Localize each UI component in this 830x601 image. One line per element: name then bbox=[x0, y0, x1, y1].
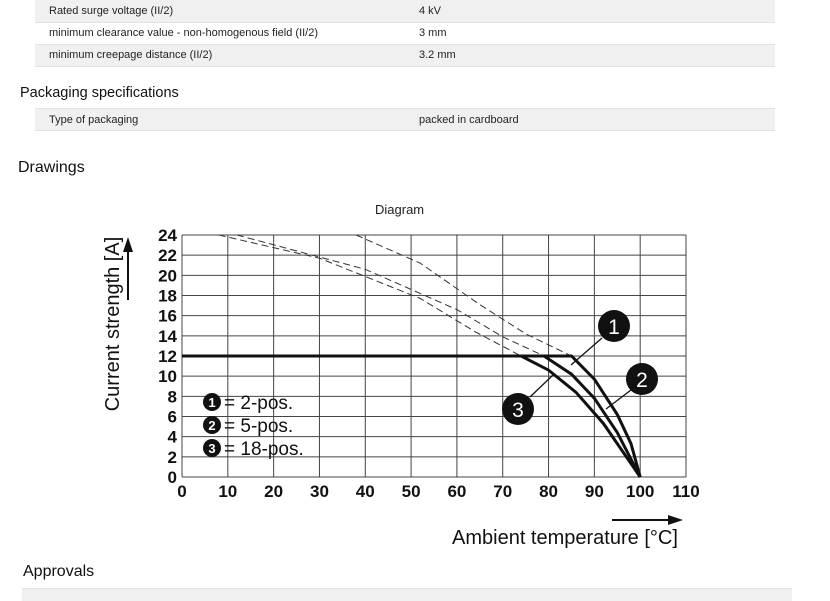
derating-chart bbox=[0, 195, 830, 575]
spec-row bbox=[35, 109, 775, 131]
packaging-table bbox=[35, 108, 775, 131]
spec-label: minimum creepage distance (II/2) bbox=[35, 44, 405, 66]
x-tick-label: 60 bbox=[447, 482, 467, 501]
y-tick-label: 22 bbox=[158, 246, 177, 266]
spec-label: Type of packaging bbox=[35, 109, 405, 131]
legend-marker-number: 1 bbox=[208, 395, 216, 410]
spec-label: Rated surge voltage (II/2) bbox=[35, 0, 405, 22]
x-tick-label: 0 bbox=[177, 482, 187, 501]
y-tick-label: 12 bbox=[158, 347, 177, 366]
y-tick-label: 4 bbox=[167, 427, 177, 447]
x-axis-label: Ambient temperature [°C] bbox=[452, 527, 678, 549]
y-tick-label: 20 bbox=[158, 266, 177, 286]
spec-value: 4 kV bbox=[405, 0, 775, 22]
spec-label: minimum clearance value - non-homogenous field (II/2) bbox=[35, 22, 405, 44]
y-tick-label: 6 bbox=[167, 407, 177, 427]
diagram-title: Diagram bbox=[375, 202, 425, 217]
curve-callout-1 bbox=[571, 310, 630, 365]
callout-number: 2 bbox=[636, 369, 648, 392]
drawings-section-title: Drawings bbox=[18, 159, 85, 176]
y-tick-label: 14 bbox=[158, 326, 177, 346]
y-tick-label: 8 bbox=[167, 387, 177, 407]
spec-row bbox=[35, 0, 775, 22]
x-tick-label: 20 bbox=[264, 482, 284, 501]
callout-leader-line bbox=[571, 338, 602, 365]
curve-callout-2 bbox=[606, 363, 658, 409]
x-tick-label: 90 bbox=[584, 482, 604, 501]
spec-value: packed in cardboard bbox=[405, 109, 775, 131]
callout-number: 1 bbox=[608, 316, 620, 339]
legend-item bbox=[203, 416, 293, 437]
legend-label: = 5-pos. bbox=[224, 416, 294, 437]
legend-label: = 2-pos. bbox=[224, 393, 294, 414]
spec-value: 3 mm bbox=[405, 22, 775, 44]
callout-leader-line bbox=[606, 390, 631, 409]
spec-row bbox=[35, 22, 775, 44]
x-tick-label: 70 bbox=[493, 482, 513, 501]
approvals-row bbox=[22, 588, 792, 601]
spec-value: 3.2 mm bbox=[405, 44, 775, 66]
y-tick-label: 10 bbox=[158, 367, 177, 387]
y-axis-arrow-head bbox=[123, 237, 133, 252]
y-tick-label: 2 bbox=[167, 447, 177, 467]
legend-marker-number: 3 bbox=[208, 441, 216, 456]
curve-callout-3 bbox=[502, 375, 553, 425]
x-tick-label: 100 bbox=[625, 482, 655, 501]
y-axis-label: Current strength [A] bbox=[102, 236, 124, 412]
callout-leader-line bbox=[530, 375, 553, 397]
y-tick-label: 16 bbox=[158, 306, 177, 326]
legend-marker-number: 2 bbox=[208, 418, 216, 433]
approvals-section-title: Approvals bbox=[23, 563, 95, 580]
y-tick-label: 18 bbox=[158, 286, 177, 306]
legend-item bbox=[203, 393, 293, 414]
legend-label: = 18-pos. bbox=[224, 439, 304, 460]
callout-number: 3 bbox=[512, 399, 524, 422]
x-tick-label: 40 bbox=[355, 482, 375, 501]
x-tick-label: 10 bbox=[218, 482, 238, 501]
technical-specs-table bbox=[35, 0, 775, 67]
x-axis-arrow-head bbox=[668, 515, 683, 525]
x-tick-label: 110 bbox=[672, 482, 700, 501]
x-tick-label: 80 bbox=[539, 482, 559, 501]
x-tick-label: 50 bbox=[401, 482, 421, 501]
y-tick-label: 0 bbox=[167, 468, 177, 487]
x-tick-label: 30 bbox=[309, 482, 329, 501]
y-tick-label: 24 bbox=[158, 226, 177, 245]
spec-row bbox=[35, 44, 775, 66]
packaging-section-title: Packaging specifications bbox=[20, 85, 179, 101]
